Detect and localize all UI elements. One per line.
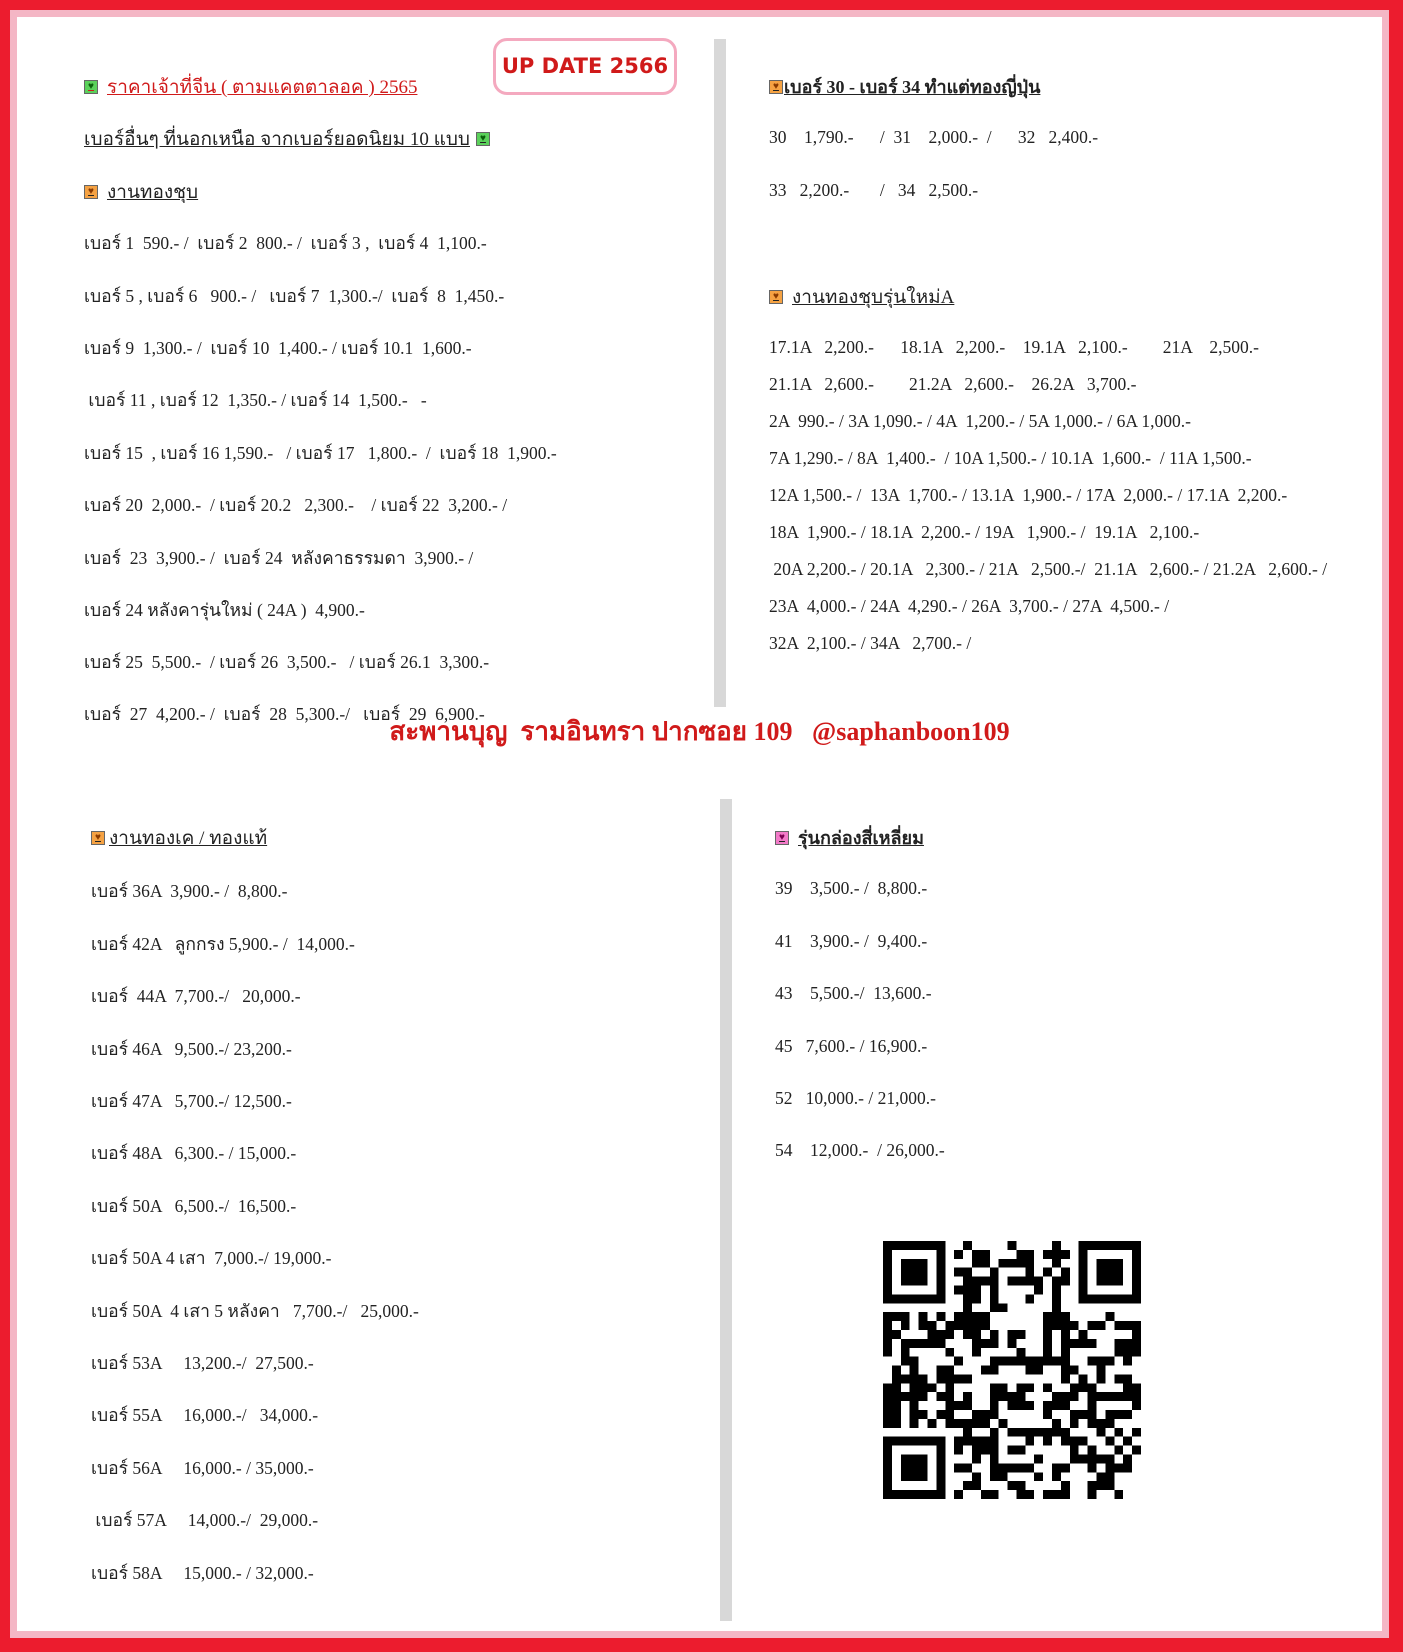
section-heading-new-gold-plated-a[interactable] [769, 282, 954, 312]
price-line: เบอร์ 55A 16,000.-/ 34,000.- [91, 1405, 319, 1425]
orange-heart-icon: ♥ [84, 185, 98, 199]
section-heading-real-gold[interactable] [91, 823, 267, 853]
price-line: เบอร์ 50A 4 เสา 5 หลังคา 7,700.-/ 25,000.- [91, 1301, 419, 1321]
top-column-divider [714, 39, 726, 707]
price-sheet [17, 17, 1382, 1631]
price-line: เบอร์ 46A 9,500.-/ 23,200.- [91, 1039, 292, 1059]
price-line: 30 1,790.- / 31 2,000.- / 32 2,400.- [769, 127, 1099, 147]
price-line: 43 5,500.-/ 13,600.- [775, 983, 932, 1003]
price-line: เบอร์ 50A 6,500.-/ 16,500.- [91, 1196, 297, 1216]
price-line: เบอร์ 20 2,000.- / เบอร์ 20.2 2,300.- / เบอร์ 22 3,200.- / [84, 495, 508, 515]
price-line: 23A 4,000.- / 24A 4,290.- / 26A 3,700.- / 27A 4,500.- / [769, 596, 1170, 616]
section-heading-label[interactable]: งานทองชุบ [107, 182, 199, 203]
price-catalog-link[interactable] [84, 72, 417, 102]
orange-heart-icon: ♥ [769, 80, 783, 94]
price-line: เบอร์ 24 หลังคารุ่นใหม่ ( 24A ) 4,900.- [84, 600, 365, 620]
price-line: เบอร์ 44A 7,700.-/ 20,000.- [91, 986, 301, 1006]
bottom-column-divider [720, 799, 732, 1621]
price-line: เบอร์ 36A 3,900.- / 8,800.- [91, 881, 288, 901]
green-heart-icon: ♥ [84, 80, 98, 94]
section-heading-numbers-30-34[interactable] [769, 72, 1040, 101]
price-line: เบอร์ 53A 13,200.-/ 27,500.- [91, 1353, 314, 1373]
price-line: เบอร์ 50A 4 เสา 7,000.-/ 19,000.- [91, 1248, 332, 1268]
price-line: เบอร์ 57A 14,000.-/ 29,000.- [91, 1510, 319, 1530]
price-catalog-link-label[interactable]: ราคาเจ้าที่จีน ( ตามแคตตาลอค ) 2565 [107, 77, 418, 98]
price-line: เบอร์ 15 , เบอร์ 16 1,590.- / เบอร์ 17 1,800.- / เบอร์ 18 1,900.- [84, 443, 557, 463]
price-line: 21.1A 2,600.- 21.2A 2,600.- 26.2A 3,700.- [769, 374, 1137, 394]
price-line: 39 3,500.- / 8,800.- [775, 878, 928, 898]
price-line: 20A 2,200.- / 20.1A 2,300.- / 21A 2,500.-/ 21.1A 2,600.- / 21.2A 2,600.- / [769, 559, 1328, 579]
price-line: เบอร์ 58A 15,000.- / 32,000.- [91, 1563, 314, 1583]
price-line: 18A 1,900.- / 18.1A 2,200.- / 19A 1,900.- / 19.1A 2,100.- [769, 522, 1200, 542]
qr-code[interactable] [883, 1241, 1141, 1499]
section-heading-gold-plated[interactable] [84, 177, 198, 207]
section-heading-square-box[interactable] [775, 823, 924, 852]
price-line: 32A 2,100.- / 34A 2,700.- / [769, 633, 972, 653]
shop-name-line: สะพานบุญ รามอินทรา ปากซอย 109 @saphanboon109 [389, 717, 1010, 746]
price-line: เบอร์ 56A 16,000.- / 35,000.- [91, 1458, 314, 1478]
price-line: เบอร์ 11 , เบอร์ 12 1,350.- / เบอร์ 14 1,500.- - [84, 390, 427, 410]
section-heading-label[interactable]: เบอร์ 30 - เบอร์ 34 ทำแต่ทองญี่ปุ่น [784, 77, 1041, 97]
orange-heart-icon: ♥ [769, 290, 783, 304]
price-line: 52 10,000.- / 21,000.- [775, 1088, 936, 1108]
price-line: 54 12,000.- / 26,000.- [775, 1140, 945, 1160]
price-line: เบอร์ 9 1,300.- / เบอร์ 10 1,400.- / เบอร์ 10.1 1,600.- [84, 338, 472, 358]
section-heading-label[interactable]: งานทองชุบรุ่นใหม่A [792, 287, 955, 308]
other-numbers-link-label[interactable]: เบอร์อื่นๆ ที่นอกเหนือ จากเบอร์ยอดนิยม 10 แบบ [84, 129, 470, 150]
price-line: 12A 1,500.- / 13A 1,700.- / 13.1A 1,900.- / 17A 2,000.- / 17.1A 2,200.- [769, 485, 1288, 505]
pink-heart-icon: ♥ [775, 831, 789, 845]
price-line: เบอร์ 1 590.- / เบอร์ 2 800.- / เบอร์ 3 , เบอร์ 4 1,100.- [84, 233, 487, 253]
green-heart-icon: ♥ [476, 132, 490, 146]
section-heading-label[interactable]: รุ่นกล่องสี่เหลี่ยม [798, 828, 924, 848]
price-line: เบอร์ 48A 6,300.- / 15,000.- [91, 1143, 297, 1163]
update-badge: UP DATE 2566 [493, 38, 677, 95]
price-line: 17.1A 2,200.- 18.1A 2,200.- 19.1A 2,100.- 21A 2,500.- [769, 337, 1259, 357]
price-line: เบอร์ 5 , เบอร์ 6 900.- / เบอร์ 7 1,300.-/ เบอร์ 8 1,450.- [84, 286, 505, 306]
price-line: เบอร์ 25 5,500.- / เบอร์ 26 3,500.- / เบอร์ 26.1 3,300.- [84, 652, 490, 672]
price-line: เบอร์ 27 4,200.- / เบอร์ 28 5,300.-/ เบอร์ 29 6,900.- [84, 704, 485, 724]
price-line: เบอร์ 23 3,900.- / เบอร์ 24 หลังคาธรรมดา 3,900.- / [84, 548, 474, 568]
price-line: เบอร์ 47A 5,700.-/ 12,500.- [91, 1091, 292, 1111]
price-line: 7A 1,290.- / 8A 1,400.- / 10A 1,500.- / 10.1A 1,600.- / 11A 1,500.- [769, 448, 1252, 468]
orange-heart-icon: ♥ [91, 831, 105, 845]
price-line: 2A 990.- / 3A 1,090.- / 4A 1,200.- / 5A 1,000.- / 6A 1,000.- [769, 411, 1191, 431]
other-numbers-link[interactable] [84, 124, 490, 154]
price-line: เบอร์ 42A ลูกกรง 5,900.- / 14,000.- [91, 934, 355, 954]
price-line: 33 2,200.- / 34 2,500.- [769, 180, 979, 200]
section-heading-label[interactable]: งานทองเค / ทองแท้ [109, 828, 268, 849]
price-line: 41 3,900.- / 9,400.- [775, 931, 928, 951]
price-line: 45 7,600.- / 16,900.- [775, 1036, 928, 1056]
